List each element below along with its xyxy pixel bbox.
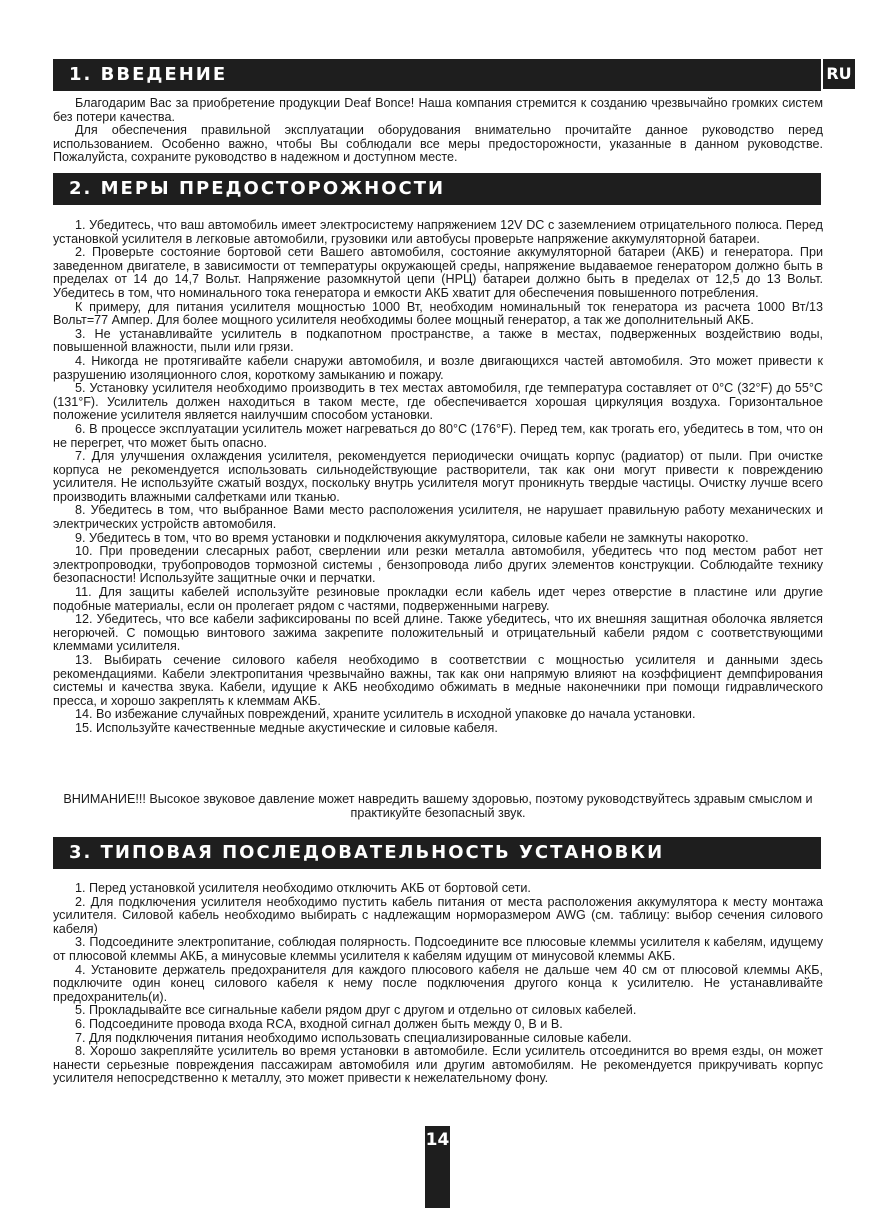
- paragraph: 3. Не устанавливайте усилитель в подкапотном пространстве, а также в местах, подверженных воздействию воды, повышенной влажности, пыли или грязи.: [53, 326, 823, 355]
- section-heading-introduction: 1. ВВЕДЕНИЕ: [53, 59, 821, 91]
- paragraph: 8. Убедитесь в том, что выбранное Вами место расположения усилителя, не нарушает правильную работу механических и электрических устройств автомобиля.: [53, 503, 823, 532]
- paragraph: 9. Убедитесь в том, что во время установки и подключения аккумулятора, силовые кабели не замкнуты накоротко.: [75, 530, 749, 545]
- paragraph: 2. Для подключения усилителя необходимо пустить кабель питания от места расположения аккумулятора к месту монтажа усилителя. Силовой кабель необходимо выбирать с надлежащим норморазмером AWG (см. таблицу: выбор сечения силового кабеля): [53, 894, 823, 936]
- paragraph: 14. Во избежание случайных повреждений, храните усилитель в исходной упаковке до начала установки.: [75, 707, 696, 722]
- paragraph: 6. Подсоедините провода входа RCA, входной сигнал должен быть между 0, В и В.: [75, 1016, 563, 1031]
- paragraph: Для обеспечения правильной эксплуатации оборудования внимательно прочитайте данное руководство перед использованием. Особенно важно, чтобы Вы соблюдали все меры предосторожности, указанные в данном руководстве. Пожалуйста, сохраните руководство в надежном и доступном месте.: [53, 123, 823, 165]
- section-heading-installation: 3. ТИПОВАЯ ПОСЛЕДОВАТЕЛЬНОСТЬ УСТАНОВКИ: [53, 837, 821, 869]
- section-heading-precautions: 2. МЕРЫ ПРЕДОСТОРОЖНОСТИ: [53, 173, 821, 205]
- paragraph: 11. Для защиты кабелей используйте резиновые прокладки если кабель идет через отверстие в пластине или другие подобные материалы, если он пролегает рядом с частями, подверженными нагреву.: [53, 585, 823, 613]
- paragraph: 7. Для подключения питания необходимо использовать специализированные силовые кабели.: [75, 1030, 632, 1045]
- section-precautions-text: [53, 219, 823, 736]
- paragraph: 3. Подсоедините электропитание, соблюдая полярность. Подсоедините все плюсовые клеммы усилителя к кабелям, идущему от плюсовой клеммы АКБ, а минусовые клеммы усилителя к кабелям идущим от минусовой клеммы АКБ.: [53, 935, 823, 963]
- paragraph: 13. Выбирать сечение силового кабеля необходимо в соответствии с мощностью усилителя и данными здесь рекомендациями. Кабели электропитания чрезвычайно важны, так как они напрямую влияют на коэффициент демпфирования системы и качества звука. Кабели, идущие к АКБ необходимо обжимать в медные наконечники при помощи гидравлического пресса, и хорошо закреплять к клеммам АКБ.: [53, 653, 823, 708]
- paragraph: К примеру, для питания усилителя мощностью 1000 Вт, необходим номинальный ток генератора из расчета 1000 Вт/13 Вольт=77 Ампер. Для более мощного усилителя необходимы более мощный генератор, а так же дополнительный АКБ.: [53, 299, 823, 328]
- paragraph: 15. Используйте качественные медные акустические и силовые кабеля.: [75, 720, 498, 735]
- paragraph: 8. Хорошо закрепляйте усилитель во время установки в автомобиле. Если усилитель отсоединится во время езды, он может нанести серьезные повреждения пассажирам автомобиля или другим автомобилям. Не рекомендуется прикручивать корпус усилителя непосредственно к металлу, это может привести к нежелательному фону.: [53, 1044, 823, 1086]
- paragraph: 5. Прокладывайте все сигнальные кабели рядом друг с другом и отдельно от силовых кабелей.: [75, 1003, 637, 1018]
- paragraph: 4. Никогда не протягивайте кабели снаружи автомобиля, и возле двигающихся частей автомобиля. Это может привести к разрушению изоляционного слоя, короткому замыканию и пожару.: [53, 353, 823, 382]
- paragraph: 6. В процессе эксплуатации усилитель может нагреваться до 80°C (176°F). Перед тем, как трогать его, убедитесь в том, что он не перегрет, что может быть опасно.: [53, 421, 823, 450]
- paragraph: 10. При проведении слесарных работ, сверлении или резки металла автомобиля, убедитесь что под местом работ нет электропроводки, трубопроводов тормозной системы , бензопровода либо других элементов конструкции. Соблюдайте технику безопасности! Используйте защитные очки и перчатки.: [53, 544, 823, 586]
- paragraph: 1. Убедитесь, что ваш автомобиль имеет электросистему напряжением 12V DC с заземлением отрицательного полюса. Перед установкой усилителя в легковые автомобили, грузовики или автобусы проверьте напряжение аккумуляторной батареи.: [53, 218, 823, 246]
- paragraph: Благодарим Вас за приобретение продукции Deaf Bonce! Наша компания стремится к созданию чрезвычайно громких систем без потери качества.: [53, 96, 823, 124]
- page-number: 14: [425, 1130, 450, 1150]
- paragraph: 1. Перед установкой усилителя необходимо отключить АКБ от бортовой сети.: [75, 881, 531, 895]
- paragraph: 2. Проверьте состояние бортовой сети Вашего автомобиля, состояние аккумуляторной батареи (АКБ) и генератора. При заведенном двигателе, в зависимости от температуры окружающей среды, напряжение выдаваемое генератором должно быть в пределах от 14 до 14,7 Вольт. Напряжение разомкнутой цепи (НРЦ) батареи должно быть в пределах от 12,5 до 13 Вольт. Убедитесь в том, что номинального тока генератора и емкости АКБ хватит для обеспечения повышенного потребления.: [53, 245, 823, 300]
- section-introduction-text: [53, 97, 823, 165]
- section-installation-text: [53, 882, 823, 1086]
- language-badge: RU: [823, 59, 855, 89]
- paragraph: 4. Установите держатель предохранителя для каждого плюсового кабеля не дальше чем 40 см от плюсовой клеммы АКБ, подключите один конец силового кабеля к нему после подключения другого конца к усилителю. Не устанавливайте предохранитель(и).: [53, 962, 823, 1004]
- paragraph: 5. Установку усилителя необходимо производить в тех местах автомобиля, где температура составляет от 0°C (32°F) до 55°C (131°F). Усилитель должен находиться в таком месте, где обеспечивается хорошая циркуляция воздуха. Горизонтальное положение усилителя является наилучшим способом установки.: [53, 381, 823, 423]
- paragraph: 7. Для улучшения охлаждения усилителя, рекомендуется периодически очищать корпус (радиатор) от пыли. При очистке корпуса не рекомендуется использовать сильнодействующие растворители, так как они могут привести к повреждению усилителя. Не используйте сжатый воздух, поскольку внутрь усилителя могут проникнуть твердые частицы. Очистку лучше всего производить влажными салфетками или тканью.: [53, 449, 823, 504]
- warning-notice: ВНИМАНИЕ!!! Высокое звуковое давление может навредить вашему здоровью, поэтому руководствуйтесь здравым смыслом и практикуйте безопасный звук.: [63, 792, 813, 820]
- paragraph: 12. Убедитесь, что все кабели зафиксированы по всей длине. Также убедитесь, что их внешняя защитная оболочка является негорючей. С помощью винтового зажима закрепите положительный и отрицательный кабели рядом с соответствующими клеммами усилителя.: [53, 612, 823, 654]
